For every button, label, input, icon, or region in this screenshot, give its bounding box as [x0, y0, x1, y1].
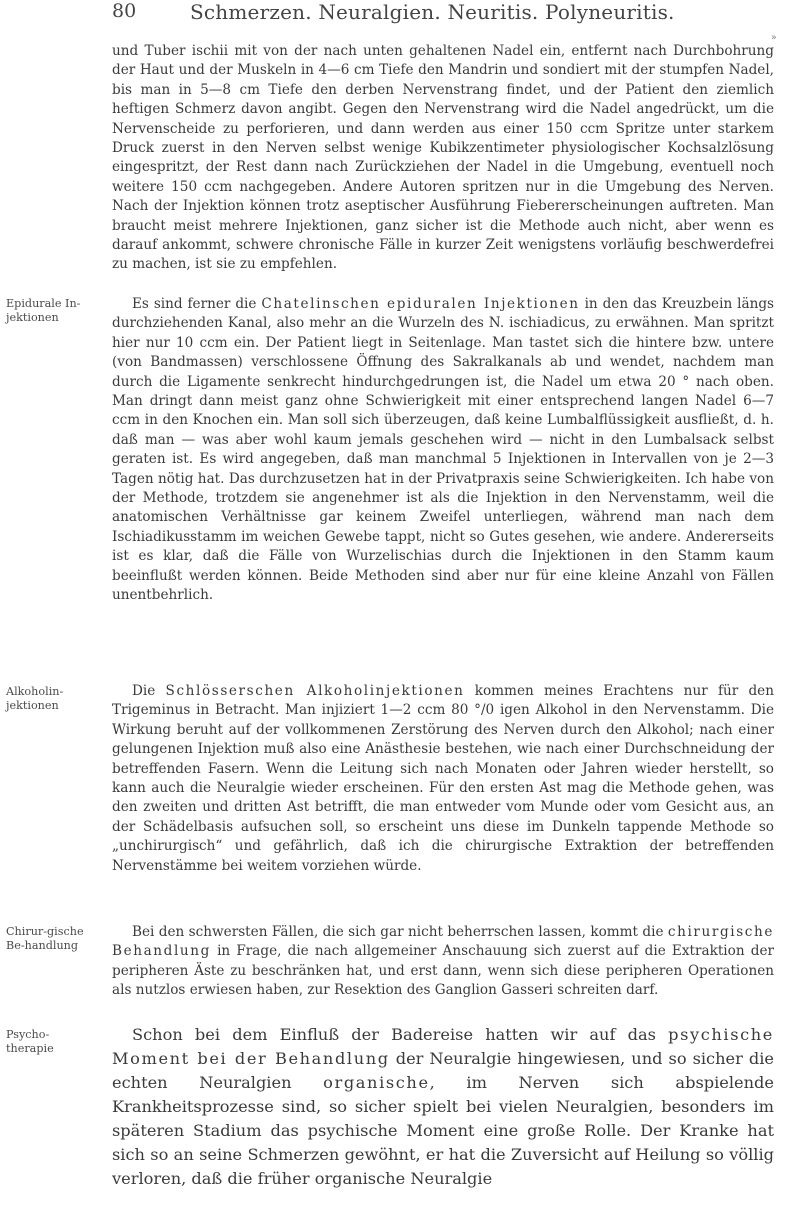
paragraph-text-2: , im Nerven sich abspielende Krankheitsprozesse sind, so sicher spielt bei vielen Neuralgien, besonders im späteren Stadium das psychische Moment eine große Rolle. Der Kranke hat sich so an seine Schmerzen gewöhnt, er hat die Zuversicht auf Heilung so völlig verloren, daß die früher organische Neuralgie — [112, 1073, 774, 1188]
paragraph-text: kommen meines Erachtens nur für den Trigeminus in Betracht. Man injiziert 1—2 ccm 80 °/0 igen Alkohol in den Nervenstamm. Die Wirkung beruht auf der vollkommenen Zerstörung des Nerven durch den Alkohol; nach einer gelungenen Injektion muß also eine Anästhesie bestehen, wie nach einer Durchschneidung der betreffenden Fasern. Wenn die Leitung sich nach Monaten oder Jahren wieder herstellt, so kann auch die Neuralgie wieder erscheinen. Für den ersten Ast mag die Methode gehen, was den zweiten und dritten Ast betrifft, die man entweder vom Munde oder vom Gesicht aus, an der Schädelbasis aufsuchen soll, so erscheint uns diese im Dunkeln tappende Methode so „unchirurgisch“ und gefährlich, daß ich die chirurgische Extraktion der betreffenden Nervenstämme bei weitem vorziehen würde. — [112, 683, 774, 874]
paragraph-text: und Tuber ischii mit von der nach unten gehaltenen Nadel ein, entfernt nach Durchbohrung der Haut und der Muskeln in 4—6 cm Tiefe den Mandrin und sondiert mit der stumpfen Nadel, bis man in 5—8 cm Tiefe den derben Nervenstrang findet, und der Patient den ziemlich heftigen Schmerz davon angibt. Gegen den Nervenstrang wird die Nadel angedrückt, um die Nervenscheide zu perforieren, und dann werden aus einer 150 ccm Spritze unter starkem Druck zuerst in den Nerven selbst wenige Kubikzentimeter physiologischer Kochsalzlösung eingespritzt, der Rest dann nach Zurückziehen der Nadel in die Umgebung, eventuell noch weitere 150 ccm nachgegeben. Andere Autoren spritzen nur in die Umgebung des Nerven. Nach der Injektion können trotz aseptischer Ausführung Fiebererscheinungen auftreten. Man braucht meist mehrere Injektionen, ganz sicher ist die Methode auch nicht, aber wenn es darauf ankommt, schwere chronische Fälle in kurzer Zeit wenigstens vorläufig beschwerdefrei zu machen, ist sie zu empfehlen. — [112, 43, 774, 273]
page-marker: » — [771, 33, 777, 43]
paragraph-psychotherapie — [112, 1023, 774, 1191]
emphasized-term: Chatelinschen epiduralen Injektionen — [261, 296, 580, 312]
margin-note-alkohol: Alkoholin-jektionen — [6, 685, 64, 712]
margin-note-psychotherapie: Psycho-therapie — [6, 1028, 54, 1055]
emphasized-term: Schlösserschen Alkoholinjektionen — [165, 683, 465, 699]
paragraph-lead: Schon bei dem Einfluß der Badereise hatten wir auf das — [132, 1025, 669, 1044]
paragraph-lead: Die — [132, 683, 166, 699]
page-number: 80 — [112, 0, 137, 22]
paragraph-lead: Es sind ferner die — [132, 296, 262, 312]
margin-note-chirurgie: Chirur-gische Be-handlung — [6, 925, 84, 952]
paragraph-lead: Bei den schwersten Fällen, die sich gar nicht beherrschen lassen, kommt die — [132, 924, 668, 940]
paragraph-text: in Frage, die nach allgemeiner Anschauung sich zuerst auf die Extraktion der peripheren Äste zu beschränken hat, und erst dann, wenn sich diese peripheren Operationen als nutzlos erwiesen haben, zur Resektion des Ganglion Gasseri schreiten darf. — [112, 943, 774, 999]
paragraph-alkohol — [112, 682, 774, 876]
paragraph-text: in den das Kreuzbein längs durchziehenden Kanal, also mehr an die Wurzeln des N. ischiadicus, zu erwähnen. Man spritzt hier nur 10 ccm ein. Der Patient liegt in Seitenlage. Man tastet sich die hintere bzw. untere (von Bandmassen) verschlossene Öffnung des Sakralkanals ab und wendet, nachdem man durch die Ligamente senkrecht hindurchgedrungen ist, die Nadel um etwa 20 ° nach oben. Man dringt dann meist ganz ohne Schwierigkeit mit einer entsprechend langen Nadel 6—7 ccm in den Knochen ein. Man soll sich überzeugen, daß keine Lumbalflüssigkeit ausfließt, d. h. daß man — was aber wohl kaum jemals geschehen wird — nicht in den Lumbalsack selbst geraten ist. Es wird angegeben, daß man manchmal 5 Injektionen in Intervallen von je 2—3 Tagen nötig hat. Das durchzusetzen hat in der Privatpraxis seine Schwierigkeiten. Ich habe von der Methode, trotzdem sie angenehmer ist als die Injektion in den Nervenstamm, weil die anatomischen Verhältnisse gar keinem Zweifel unterliegen, während man nach dem Ischiadikusstamm im weichen Gewebe tappt, nicht so Gutes gesehen, wie andere. Andererseits ist es klar, daß die Fälle von Wurzelischias durch die Injektionen in den Stamm kaum beeinflußt werden können. Beide Methoden sind aber nur für eine kleine Anzahl von Fällen unentbehrlich. — [112, 296, 775, 604]
paragraph-text: der Neuralgie hingewiesen, und so sicher die echten Neuralgien — [112, 1049, 774, 1092]
paragraph-continuation — [112, 42, 774, 275]
margin-note-epidurale: Epidurale In-jektionen — [6, 297, 81, 324]
emphasized-term: chirurgische Behandlung — [112, 924, 774, 960]
emphasized-term: psychische Moment bei der Behandlung — [112, 1025, 774, 1068]
paragraph-epidurale — [112, 295, 774, 606]
paragraph-chirurgie — [112, 923, 774, 1001]
running-title: Schmerzen. Neuralgien. Neuritis. Polyneuritis. — [190, 0, 675, 24]
running-header — [0, 0, 800, 43]
emphasized-term-organische: organische — [323, 1073, 430, 1092]
